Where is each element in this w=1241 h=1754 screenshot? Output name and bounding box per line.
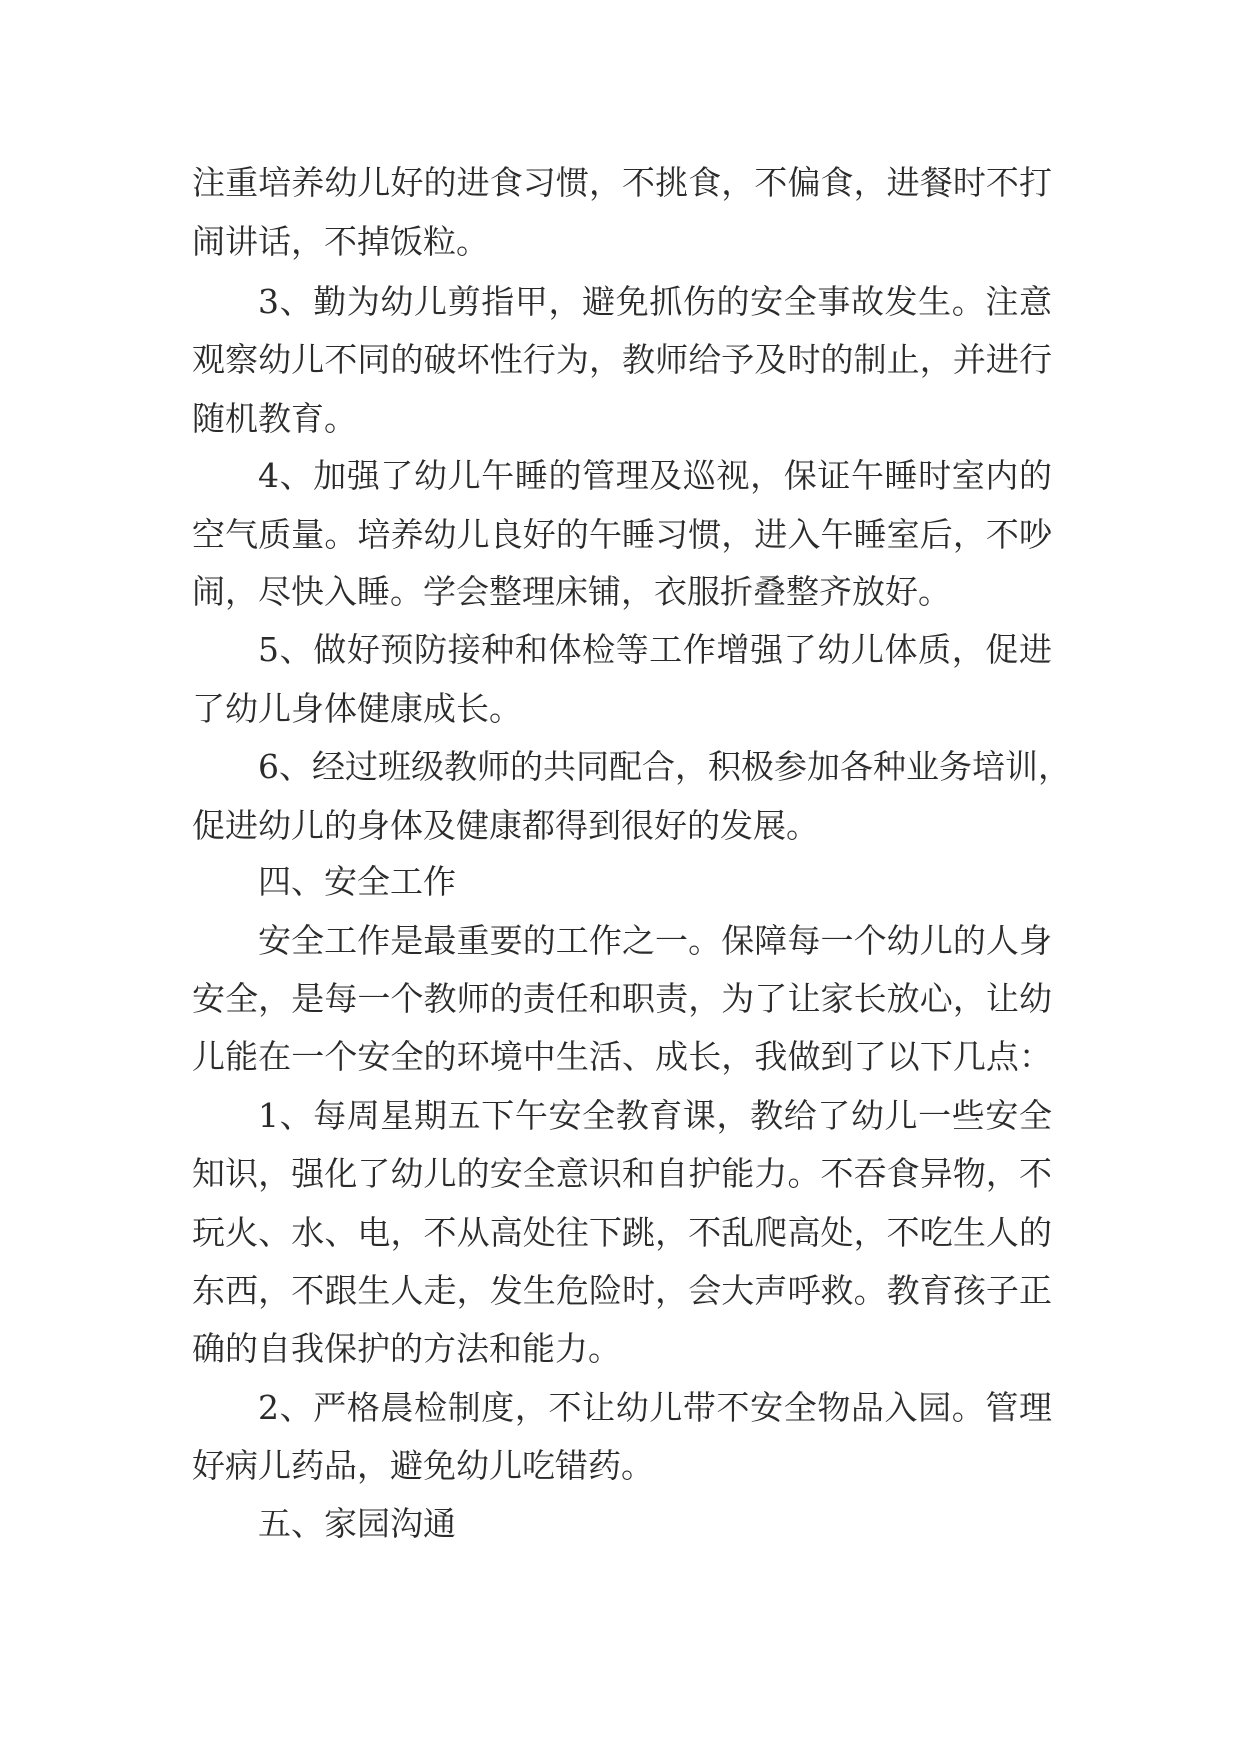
section-heading: 五、家园沟通 xyxy=(258,1504,456,1543)
text-line: 注重培养幼儿好的进食习惯，不挑食，不偏食，进餐时不打 xyxy=(192,163,1052,202)
text-line: 儿能在一个安全的环境中生活、成长，我做到了以下几点： xyxy=(192,1037,1052,1076)
text-line: 促进幼儿的身体及健康都得到很好的发展。 xyxy=(192,806,819,845)
text-line: 观察幼儿不同的破坏性行为，教师给予及时的制止，并进行 xyxy=(192,340,1052,379)
text-line: 闹，尽快入睡。学会整理床铺，衣服折叠整齐放好。 xyxy=(192,572,951,611)
text-line: 6、经过班级教师的共同配合，积极参加各种业务培训， xyxy=(258,747,1071,786)
section-heading: 四、安全工作 xyxy=(258,862,456,901)
text-line: 确的自我保护的方法和能力。 xyxy=(192,1329,621,1368)
text-line: 好病儿药品，避免幼儿吃错药。 xyxy=(192,1446,654,1485)
text-line: 闹讲话，不掉饭粒。 xyxy=(192,222,489,261)
text-line: 空气质量。培养幼儿良好的午睡习惯，进入午睡室后，不吵 xyxy=(192,515,1052,554)
text-line: 安全，是每一个教师的责任和职责，为了让家长放心，让幼 xyxy=(192,979,1052,1018)
text-line: 3、勤为幼儿剪指甲，避免抓伤的安全事故发生。注意 xyxy=(258,282,1052,321)
text-line: 安全工作是最重要的工作之一。保障每一个幼儿的人身 xyxy=(258,921,1052,960)
text-line: 知识，强化了幼儿的安全意识和自护能力。不吞食异物，不 xyxy=(192,1154,1052,1193)
text-line: 东西，不跟生人走，发生危险时，会大声呼救。教育孩子正 xyxy=(192,1271,1052,1310)
text-line: 5、做好预防接种和体检等工作增强了幼儿体质，促进 xyxy=(258,630,1052,669)
text-line: 随机教育。 xyxy=(192,399,357,438)
text-line: 4、加强了幼儿午睡的管理及巡视，保证午睡时室内的 xyxy=(258,456,1052,495)
text-line: 了幼儿身体健康成长。 xyxy=(192,689,522,728)
text-line: 1、每周星期五下午安全教育课，教给了幼儿一些安全 xyxy=(258,1096,1052,1135)
text-line: 玩火、水、电，不从高处往下跳，不乱爬高处，不吃生人的 xyxy=(192,1213,1052,1252)
text-line: 2、严格晨检制度，不让幼儿带不安全物品入园。管理 xyxy=(258,1388,1052,1427)
